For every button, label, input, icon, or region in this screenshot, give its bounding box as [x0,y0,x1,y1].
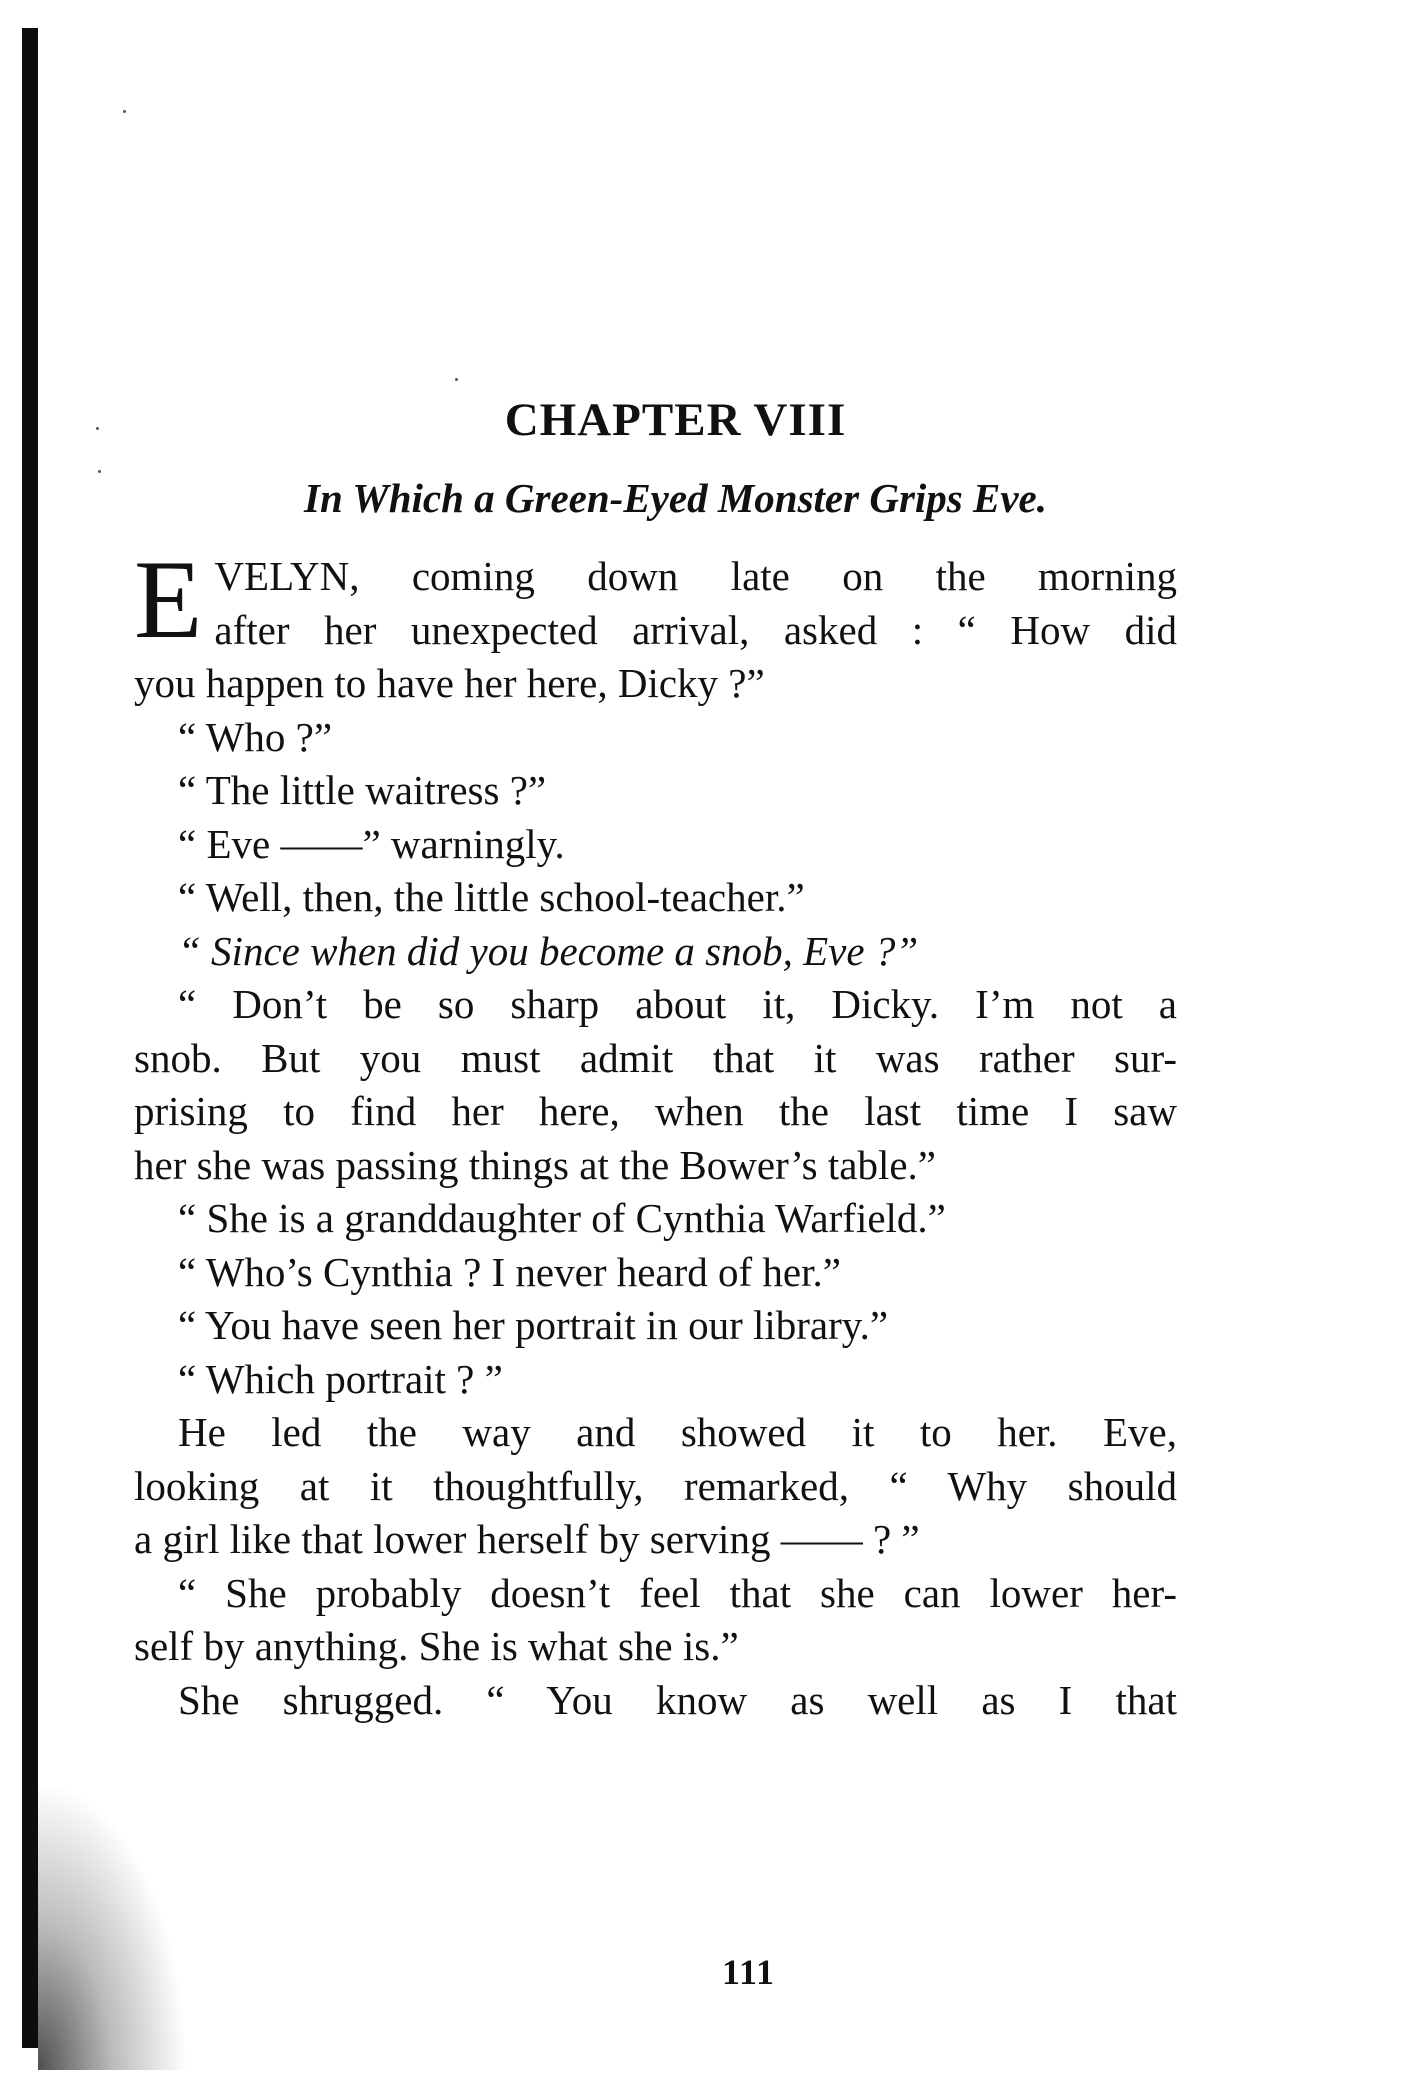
text-line: self by anything. She is what she is.” [134,1623,739,1669]
paragraph [134,1246,1177,1300]
text-line: He led the way and showed it to her. Eve, [178,1409,1177,1455]
paragraph [134,1674,1177,1728]
paragraph [134,978,1177,1192]
chapter-subtitle: In Which a Green-Eyed Monster Grips Eve. [304,475,1047,521]
text-line: “ Which portrait ? ” [178,1355,503,1402]
text-line: “ Well, then, the little school-teacher.” [178,874,805,920]
drop-cap: E [134,538,203,662]
paragraph [134,764,1177,818]
paper-speck [98,470,101,473]
page-text [134,390,1177,1727]
text-line: her she was passing things at the Bower’s table.” [134,1141,936,1188]
text-line: She shrugged. “ You know as well as I that [178,1676,1177,1723]
text-line: “ Since when did you become a snob, Eve ?” [178,927,919,974]
book-spine-edge [22,28,38,2048]
paragraph [134,871,1177,925]
text-line: after her unexpected arrival, asked : “ How did [214,606,1177,653]
text-line: “ You have seen her portrait in our library.” [178,1302,889,1348]
text-line: “ Eve ——” warningly. [178,820,565,867]
paragraph [134,711,1177,765]
text-line: VELYN, coming down late on the morning [214,553,1177,599]
paragraph [134,818,1177,872]
paragraph [134,925,1177,979]
text-line: “ Don’t be so sharp about it, Dicky. I’m not a [178,981,1177,1027]
paper-speck [96,427,99,430]
text-line: “ The little waitress ?” [178,767,547,813]
text-line: looking at it thoughtfully, remarked, “ Why should [134,1462,1177,1509]
text-line: “ She is a granddaughter of Cynthia Warfield.” [178,1195,946,1241]
paper-speck [123,110,126,113]
chapter-title: CHAPTER VIII [504,394,847,446]
page-shadow [38,1780,188,2070]
paragraph [134,1299,1177,1353]
text-line: “ Who ?” [178,713,333,760]
paragraph [134,1567,1177,1674]
text-line: prising to find her here, when the last time I saw [134,1088,1177,1134]
text-line: “ She probably doesn’t feel that she can lower her- [178,1569,1177,1616]
paragraph [134,1192,1177,1246]
paper-speck [455,378,458,381]
paragraph [134,1353,1177,1407]
text-line: a girl like that lower herself by serving —— ? ” [134,1516,920,1562]
page-number: 111 [721,1952,776,1992]
text-line: you happen to have her here, Dicky ?” [134,660,765,706]
paragraph [134,1406,1177,1567]
paragraph [134,538,1177,711]
text-line: snob. But you must admit that it was rather sur- [134,1034,1177,1081]
text-line: “ Who’s Cynthia ? I never heard of her.” [178,1248,841,1295]
